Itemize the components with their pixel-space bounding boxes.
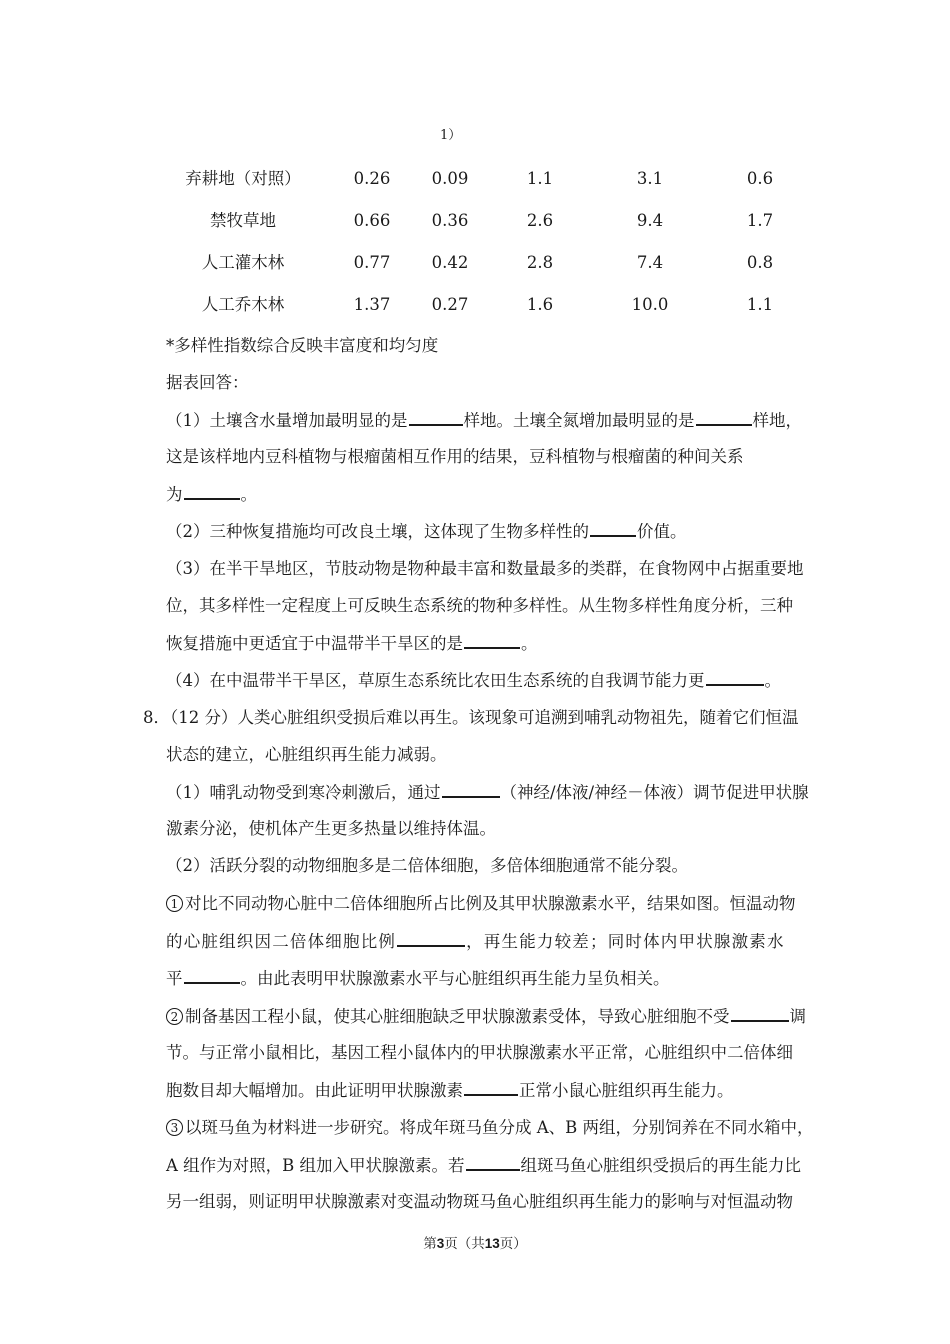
- cell: 0.09: [431, 169, 469, 188]
- cell: 3.1: [636, 169, 664, 188]
- page-number: 3: [436, 1236, 445, 1251]
- q8-sub1-line2: [166, 931, 785, 952]
- cell: 0.36: [431, 211, 469, 230]
- footer-text: 页）: [499, 1236, 527, 1252]
- q8-sub3-line1: [166, 1118, 814, 1138]
- q7-p1-text-a: （1）土壤含水量增加最明显的是: [166, 411, 408, 430]
- cell: 1.37: [353, 295, 391, 314]
- page-total: 13: [484, 1236, 500, 1251]
- q8-part1-line1: [166, 782, 809, 803]
- row-name: 弃耕地（对照）: [185, 169, 301, 188]
- q8-c3-text-a: A 组作为对照，B 组加入甲状腺激素。若: [166, 1156, 465, 1175]
- q8-c2-text-b: 正常小鼠心脏组织再生能力。: [519, 1081, 734, 1100]
- answer-blank[interactable]: [397, 931, 465, 947]
- cell: 1.1: [746, 295, 774, 314]
- cell: 7.4: [636, 253, 664, 272]
- q8-c1-text: 对比不同动物心脏中二倍体细胞所占比例及其甲状腺激素水平，结果如图。恒温动物: [185, 894, 796, 913]
- footer-text: 页（共: [444, 1236, 485, 1252]
- answer-blank[interactable]: [731, 1006, 789, 1022]
- q8-c1-text-a: 的心脏组织因二倍体细胞比例: [166, 932, 397, 951]
- q7-p4-text-a: （4）在中温带半干旱区，草原生态系统比农田生态系统的自我调节能力更: [166, 671, 705, 690]
- cell: 10.0: [631, 295, 669, 314]
- q8-sub3-line2: [166, 1155, 801, 1176]
- q7-p1-text: 为: [166, 485, 183, 504]
- answer-blank[interactable]: [464, 633, 520, 649]
- q8-stem-line2: 状态的建立，心脏组织再生能力减弱。: [166, 745, 447, 764]
- circled-number: 3: [166, 1119, 183, 1136]
- q7-p2-text-b: 价值。: [637, 522, 687, 541]
- q7-p3-text: 。: [521, 634, 538, 653]
- row-name: 人工乔木林: [201, 295, 285, 314]
- q7-part3-line2: 位，其多样性一定程度上可反映生态系统的物种多样性。从生物多样性角度分析，三种: [166, 596, 793, 615]
- circled-number: 2: [166, 1008, 183, 1025]
- q8-sub2-line1: [166, 1006, 806, 1027]
- q8-sub2-line2: 节。与正常小鼠相比，基因工程小鼠体内的甲状腺激素水平正常，心脏组织中二倍体细: [166, 1043, 793, 1062]
- q8-part2: （2）活跃分裂的动物细胞多是二倍体细胞，多倍体细胞通常不能分裂。: [166, 856, 688, 875]
- answer-blank[interactable]: [442, 782, 500, 798]
- cell: 1.6: [526, 295, 554, 314]
- cell: 0.26: [353, 169, 391, 188]
- q8-part1-line2: 激素分泌，使机体产生更多热量以维持体温。: [166, 819, 496, 838]
- cell: 0.42: [431, 253, 469, 272]
- q7-p1-text-b: 样地。土壤全氮增加最明显的是: [463, 411, 695, 430]
- q8-sub2-line3: [166, 1080, 734, 1101]
- cell: 1.1: [526, 169, 554, 188]
- cell: 2.6: [526, 211, 554, 230]
- answer-blank[interactable]: [706, 670, 764, 686]
- q8-c1-text-b: ，再生能力较差；同时体内甲状腺激素水: [466, 932, 785, 951]
- cell: 9.4: [636, 211, 664, 230]
- q8-c3-text: 以斑马鱼为材料进一步研究。将成年斑马鱼分成 A、B 两组，分别饲养在不同水箱中，: [185, 1118, 814, 1137]
- cell: 0.6: [746, 169, 774, 188]
- circled-number: 1: [166, 895, 183, 912]
- cell: 0.27: [431, 295, 469, 314]
- q7-intro: 据表回答：: [166, 373, 249, 392]
- q7-part4: [166, 670, 781, 691]
- q8-c3-text-b: 组斑马鱼心脏组织受损后的再生能力比: [520, 1156, 802, 1175]
- q7-p4-text-b: 。: [764, 671, 781, 690]
- table-header-tail: 1）: [440, 128, 462, 143]
- answer-blank[interactable]: [590, 521, 636, 537]
- table-footnote: *多样性指数综合反映丰富度和均匀度: [166, 336, 439, 355]
- page-footer: [0, 1232, 950, 1252]
- q7-p3-text: 恢复措施中更适宜于中温带半干旱区的是: [166, 634, 463, 653]
- answer-blank[interactable]: [184, 484, 240, 500]
- q8-s1-text-a: （1）哺乳动物受到寒冷刺激后，通过: [166, 783, 441, 802]
- q8-stem-line1: 8．（12 分）人类心脏组织受损后难以再生。该现象可追溯到哺乳动物祖先，随着它们恒温: [143, 708, 799, 727]
- footer-text: 第: [423, 1236, 437, 1252]
- q8-c2-text-a: 胞数目却大幅增加。由此证明甲状腺激素: [166, 1081, 463, 1100]
- q7-part3-line3: [166, 633, 538, 654]
- q7-p1-text-c: 样地，: [752, 411, 802, 430]
- cell: 0.77: [353, 253, 391, 272]
- q7-part3-line1: （3）在半干旱地区，节肢动物是物种最丰富和数量最多的类群，在食物网中占据重要地: [166, 559, 804, 578]
- cell: 2.8: [526, 253, 554, 272]
- cell: 0.8: [746, 253, 774, 272]
- answer-blank[interactable]: [696, 410, 752, 426]
- q7-p2-text-a: （2）三种恢复措施均可改良土壤，这体现了生物多样性的: [166, 522, 589, 541]
- cell: 0.66: [353, 211, 391, 230]
- q7-p1-text: 。: [240, 485, 257, 504]
- cell: 1.7: [746, 211, 774, 230]
- answer-blank[interactable]: [466, 1155, 520, 1171]
- row-name: 禁牧草地: [210, 211, 276, 230]
- q8-c2-text-a: 制备基因工程小鼠，使其心脏细胞缺乏甲状腺激素受体，导致心脏细胞不受: [185, 1007, 730, 1026]
- q7-part1-line1: [166, 410, 802, 431]
- q7-part2: [166, 521, 687, 542]
- q7-part1-line3: [166, 484, 257, 505]
- row-name: 人工灌木林: [201, 253, 285, 272]
- answer-blank[interactable]: [184, 968, 240, 984]
- q8-c1-text: 平: [166, 969, 183, 988]
- q8-sub1-line1: [166, 894, 796, 914]
- q8-c1-text: 。由此表明甲状腺激素水平与心脏组织再生能力呈负相关。: [240, 969, 670, 988]
- answer-blank[interactable]: [409, 410, 463, 426]
- q8-s1-text-b: （神经/体液/神经－体液）调节促进甲状腺: [500, 783, 809, 802]
- q7-part1-line2: 这是该样地内豆科植物与根瘤菌相互作用的结果，豆科植物与根瘤菌的种间关系: [166, 447, 744, 466]
- q8-sub3-line3: 另一组弱，则证明甲状腺激素对变温动物斑马鱼心脏组织再生能力的影响与对恒温动物: [166, 1192, 793, 1211]
- q8-sub1-line3: [166, 968, 670, 989]
- q8-c2-text-b: 调: [789, 1007, 806, 1026]
- answer-blank[interactable]: [464, 1080, 518, 1096]
